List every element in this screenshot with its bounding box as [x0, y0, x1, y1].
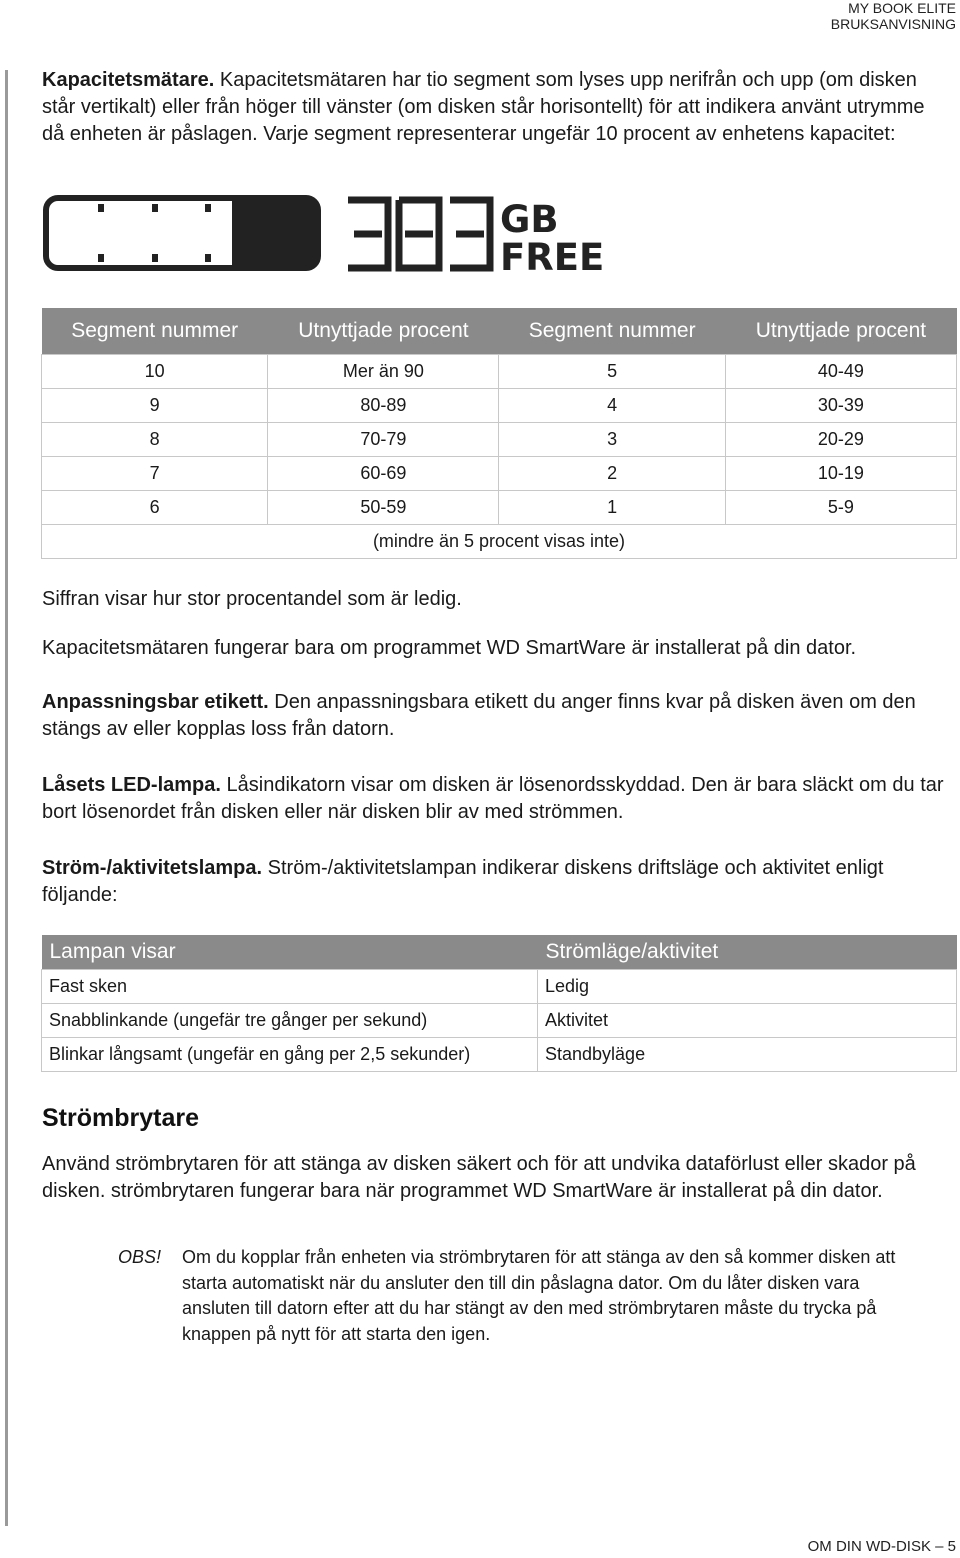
table-cell: 4	[499, 389, 725, 423]
segment-table-header: Segment nummer	[42, 308, 268, 355]
note-label: OBS!	[118, 1247, 162, 1267]
power-switch-heading: Strömbrytare	[42, 1104, 199, 1132]
led-table-header: Lampan visar	[42, 935, 538, 970]
table-cell: 20-29	[725, 423, 956, 457]
table-cell: 9	[42, 389, 268, 423]
table-cell: 7	[42, 457, 268, 491]
note-text: Om du kopplar från enheten via strömbrytaren för att stänga av den så kommer disken att starta automatiskt när du ansluter den till din påslagna dator. Om du låter disken vara ansluten till datorn efter att du har stängt av den med strömbrytaren måste du trycka på knappen på nytt för att starta den igen.	[182, 1247, 896, 1344]
table-cell: Mer än 90	[268, 355, 499, 389]
table-cell: 6	[42, 491, 268, 525]
table-cell: 2	[499, 457, 725, 491]
lock-led-paragraph	[42, 772, 952, 826]
led-table-header: Strömläge/aktivitet	[538, 935, 957, 970]
table-cell: 3	[499, 423, 725, 457]
lock-led-title: Låsets LED-lampa.	[42, 774, 221, 796]
table-row	[42, 525, 957, 559]
power-switch-paragraph: Använd strömbrytaren för att stänga av disken säkert och för att undvika dataförlust eller skador på disken. strömbrytaren fungerar bara när programmet WD SmartWare är installerat på din dator.	[42, 1153, 916, 1202]
lock-led-text: Låsindikatorn visar om disken är lösenordsskyddad. Den är bara släckt om du tar bort lösenordet från disken eller när disken blir av med strömmen.	[42, 774, 944, 823]
seven-segment-digits	[348, 200, 490, 268]
table-cell: Ledig	[538, 970, 957, 1004]
capacity-gauge-text: Kapacitetsmätaren har tio segment som lyses upp nerifrån och upp (om disken står vertikalt) eller från höger till vänster (om disken står horisontellt) för att indikera använt utrymme då enheten är påslagen. Varje segment representerar ungefär 10 procent av enhetens kapacitet:	[42, 69, 925, 145]
custom-label-text: Den anpassningsbara etikett du anger finns kvar på disken även om den stängs av eller kopplas loss från datorn.	[42, 691, 916, 740]
page-header	[831, 0, 956, 32]
smartware-paragraph: Kapacitetsmätaren fungerar bara om programmet WD SmartWare är installerat på din dator.	[42, 637, 857, 659]
table-row	[42, 491, 957, 525]
header-product: MY BOOK ELITE	[848, 0, 956, 16]
custom-label-paragraph	[42, 689, 952, 743]
gauge-bar-icon	[46, 198, 318, 268]
table-cell: 1	[499, 491, 725, 525]
segment-table	[41, 308, 957, 559]
capacity-gauge-paragraph	[42, 67, 952, 148]
table-cell: 30-39	[725, 389, 956, 423]
table-row	[42, 457, 957, 491]
table-cell: 10-19	[725, 457, 956, 491]
table-cell: Snabblinkande (ungefär tre gånger per sekund)	[42, 1004, 538, 1038]
table-cell: 50-59	[268, 491, 499, 525]
segment-table-header: Utnyttjade procent	[268, 308, 499, 355]
table-cell: Fast sken	[42, 970, 538, 1004]
segment-table-footnote: (mindre än 5 procent visas inte)	[42, 525, 957, 559]
capacity-gauge-illustration	[42, 194, 612, 276]
margin-rule	[5, 70, 8, 1526]
gauge-unit-top: GB	[500, 198, 559, 241]
gauge-unit-bottom: FREE	[500, 236, 605, 276]
table-cell: 10	[42, 355, 268, 389]
table-cell: Standbyläge	[538, 1038, 957, 1072]
table-cell: 5	[499, 355, 725, 389]
power-led-title: Ström-/aktivitetslampa.	[42, 857, 263, 879]
power-led-text: Ström-/aktivitetslampan indikerar diskens driftsläge och aktivitet enligt följande:	[42, 857, 884, 906]
table-cell: 80-89	[268, 389, 499, 423]
table-cell: Aktivitet	[538, 1004, 957, 1038]
header-doc-type: BRUKSANVISNING	[830, 16, 956, 32]
page-footer: OM DIN WD-DISK – 5	[807, 1538, 956, 1555]
table-row	[42, 970, 957, 1004]
table-row	[42, 1038, 957, 1072]
table-row	[42, 423, 957, 457]
custom-label-title: Anpassningsbar etikett.	[42, 691, 269, 713]
led-table	[41, 935, 957, 1072]
table-cell: 70-79	[268, 423, 499, 457]
table-row	[42, 1004, 957, 1038]
table-cell: Blinkar långsamt (ungefär en gång per 2,5 sekunder)	[42, 1038, 538, 1072]
table-cell: 60-69	[268, 457, 499, 491]
segment-table-header: Utnyttjade procent	[725, 308, 956, 355]
table-row	[42, 389, 957, 423]
power-led-paragraph	[42, 855, 952, 909]
table-row	[42, 355, 957, 389]
table-cell: 5-9	[725, 491, 956, 525]
table-cell: 40-49	[725, 355, 956, 389]
capacity-gauge-title: Kapacitetsmätare.	[42, 69, 215, 91]
table-cell: 8	[42, 423, 268, 457]
free-percent-paragraph: Siffran visar hur stor procentandel som är ledig.	[42, 588, 462, 610]
segment-table-header: Segment nummer	[499, 308, 725, 355]
